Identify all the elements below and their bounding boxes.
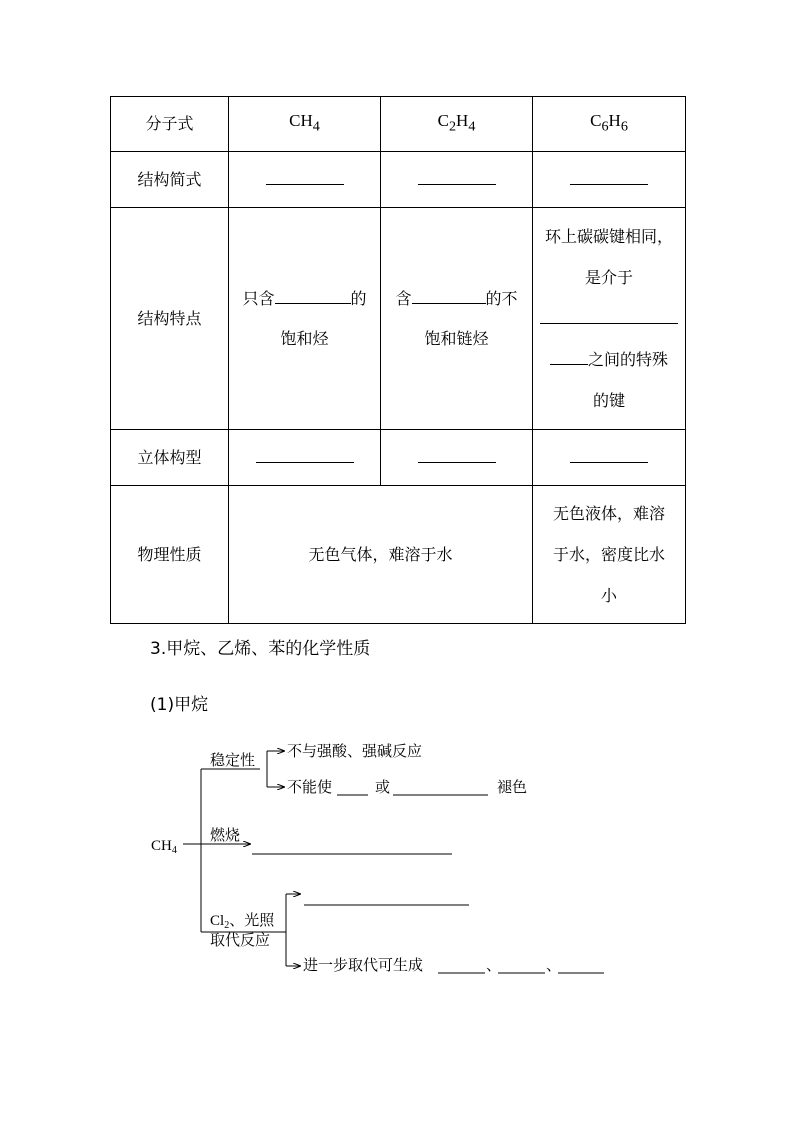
formula-c2h4: $C_2H_4$ bbox=[381, 97, 533, 152]
ch4-feature-cell: 只含 的 饱和烃 bbox=[229, 208, 381, 430]
substitution-item-2-prefix: 进一步取代可生成 bbox=[303, 956, 424, 974]
row-label-structure-feature: 结构特点 bbox=[111, 208, 229, 430]
c6h6-feature-cell: 环上碳碳键相同， 是介于 之间的特殊 的键 bbox=[533, 208, 686, 430]
stability-item-2-or: 或 bbox=[375, 778, 391, 796]
formula-c6h6: $C_6H_6$ bbox=[533, 97, 686, 152]
stability-label: 稳定性 bbox=[210, 751, 256, 769]
gas-physical-value: 无色气体，难溶于水 bbox=[229, 486, 533, 624]
c2h4-feature-cell: 含 的不 饱和链烃 bbox=[381, 208, 533, 430]
row-label-shape: 立体构型 bbox=[111, 430, 229, 486]
section-title: 3.甲烷、乙烯、苯的化学性质 bbox=[150, 639, 371, 659]
subsection-title: (1)甲烷 bbox=[150, 695, 209, 715]
combustion-label: 燃烧 bbox=[210, 826, 241, 844]
root-ch4: $CH_4$ bbox=[151, 838, 177, 856]
formula-ch4: $CH_4$ bbox=[229, 97, 381, 152]
stability-item-2-suffix: 褪色 bbox=[497, 778, 528, 796]
stability-item-2-prefix: 不能使 bbox=[287, 778, 333, 796]
separator-2: 、 bbox=[546, 956, 562, 974]
substitution-label: 取代反应 bbox=[210, 931, 271, 949]
separator-1: 、 bbox=[486, 956, 502, 974]
row-label-formula: 分子式 bbox=[111, 97, 229, 152]
benzene-physical-cell: 无色液体，难溶 于水，密度比水 小 bbox=[533, 486, 686, 624]
row-label-structure-formula: 结构简式 bbox=[111, 152, 229, 208]
row-label-physical: 物理性质 bbox=[111, 486, 229, 624]
condition-label: $Cl_2$、光照 bbox=[210, 911, 275, 931]
stability-item-1: 不与强酸、强碱反应 bbox=[287, 742, 423, 760]
